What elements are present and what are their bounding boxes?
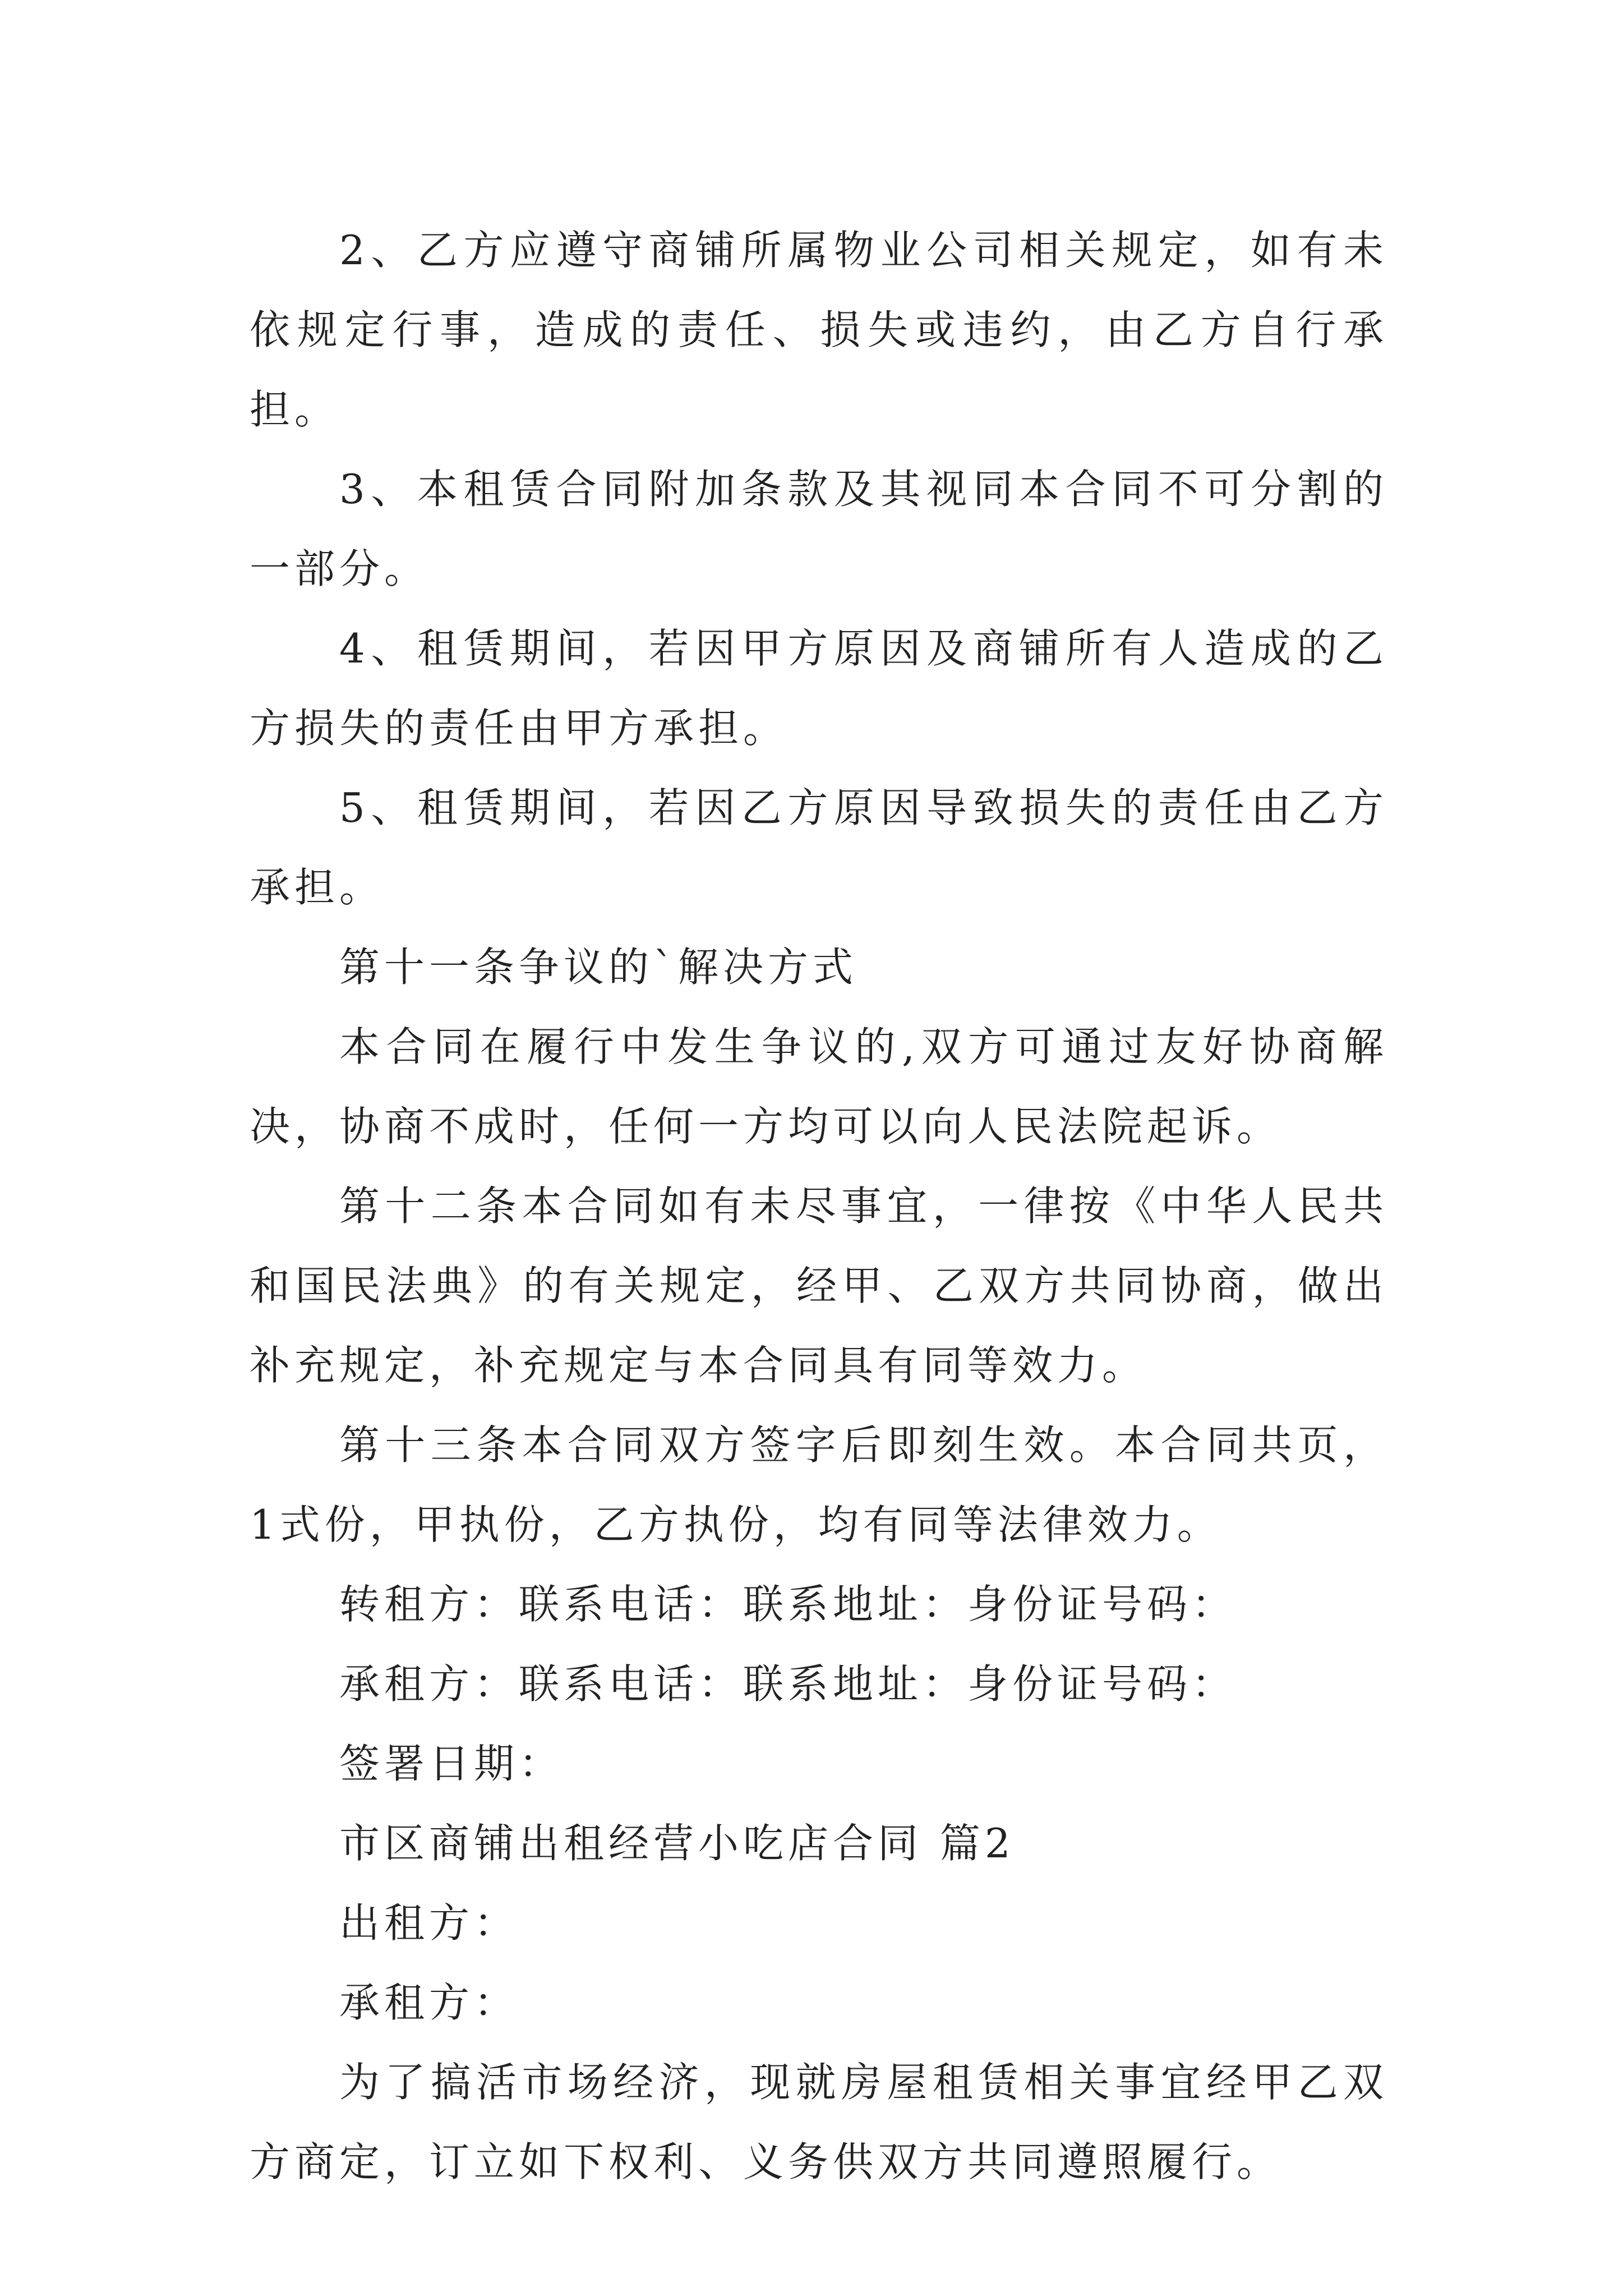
preamble-paragraph: 为了搞活市场经济，现就房屋租赁相关事宜经甲乙双方商定，订立如下权利、义务供双方共同遵照履行。 [250, 2059, 1388, 2185]
clause-2-paragraph: 2、乙方应遵守商铺所属物业公司相关规定，如有未依规定行事，造成的责任、损失或违约，由乙方自行承担。 [250, 227, 1388, 433]
clause-3-paragraph: 3、本租赁合同附加条款及其视同本合同不可分割的一部分。 [250, 466, 1388, 592]
contract-2-title: 市区商铺出租经营小吃店合同 篇2 [339, 1820, 1015, 1867]
dispute-resolution-paragraph: 本合同在履行中发生争议的,双方可通过友好协商解决，协商不成时，任何一方均可以向人民法院起诉。 [250, 1023, 1388, 1150]
signing-date-line: 签署日期： [339, 1740, 564, 1787]
article-13-paragraph: 第十三条本合同双方签字后即刻生效。本合同共页，1式份，甲执份，乙方执份，均有同等法律效力。 [250, 1421, 1388, 1548]
article-12-paragraph: 第十二条本合同如有未尽事宜，一律按《中华人民共和国民法典》的有关规定，经甲、乙双方共同协商，做出补充规定，补充规定与本合同具有同等效力。 [250, 1182, 1388, 1389]
sublessor-signature-line: 转租方：联系电话：联系地址：身份证号码： [339, 1581, 1237, 1628]
article-11-heading: 第十一条争议的`解决方式 [339, 944, 858, 991]
lessee-line: 承租方： [339, 1979, 519, 2026]
document-body [250, 210, 1388, 2202]
clause-4-paragraph: 4、租赁期间，若因甲方原因及商铺所有人造成的乙方损失的责任由甲方承担。 [250, 625, 1388, 752]
clause-5-paragraph: 5、租赁期间，若因乙方原因导致损失的责任由乙方承担。 [250, 784, 1388, 911]
lessee-signature-line: 承租方：联系电话：联系地址：身份证号码： [339, 1660, 1237, 1708]
lessor-line: 出租方： [339, 1899, 519, 1947]
